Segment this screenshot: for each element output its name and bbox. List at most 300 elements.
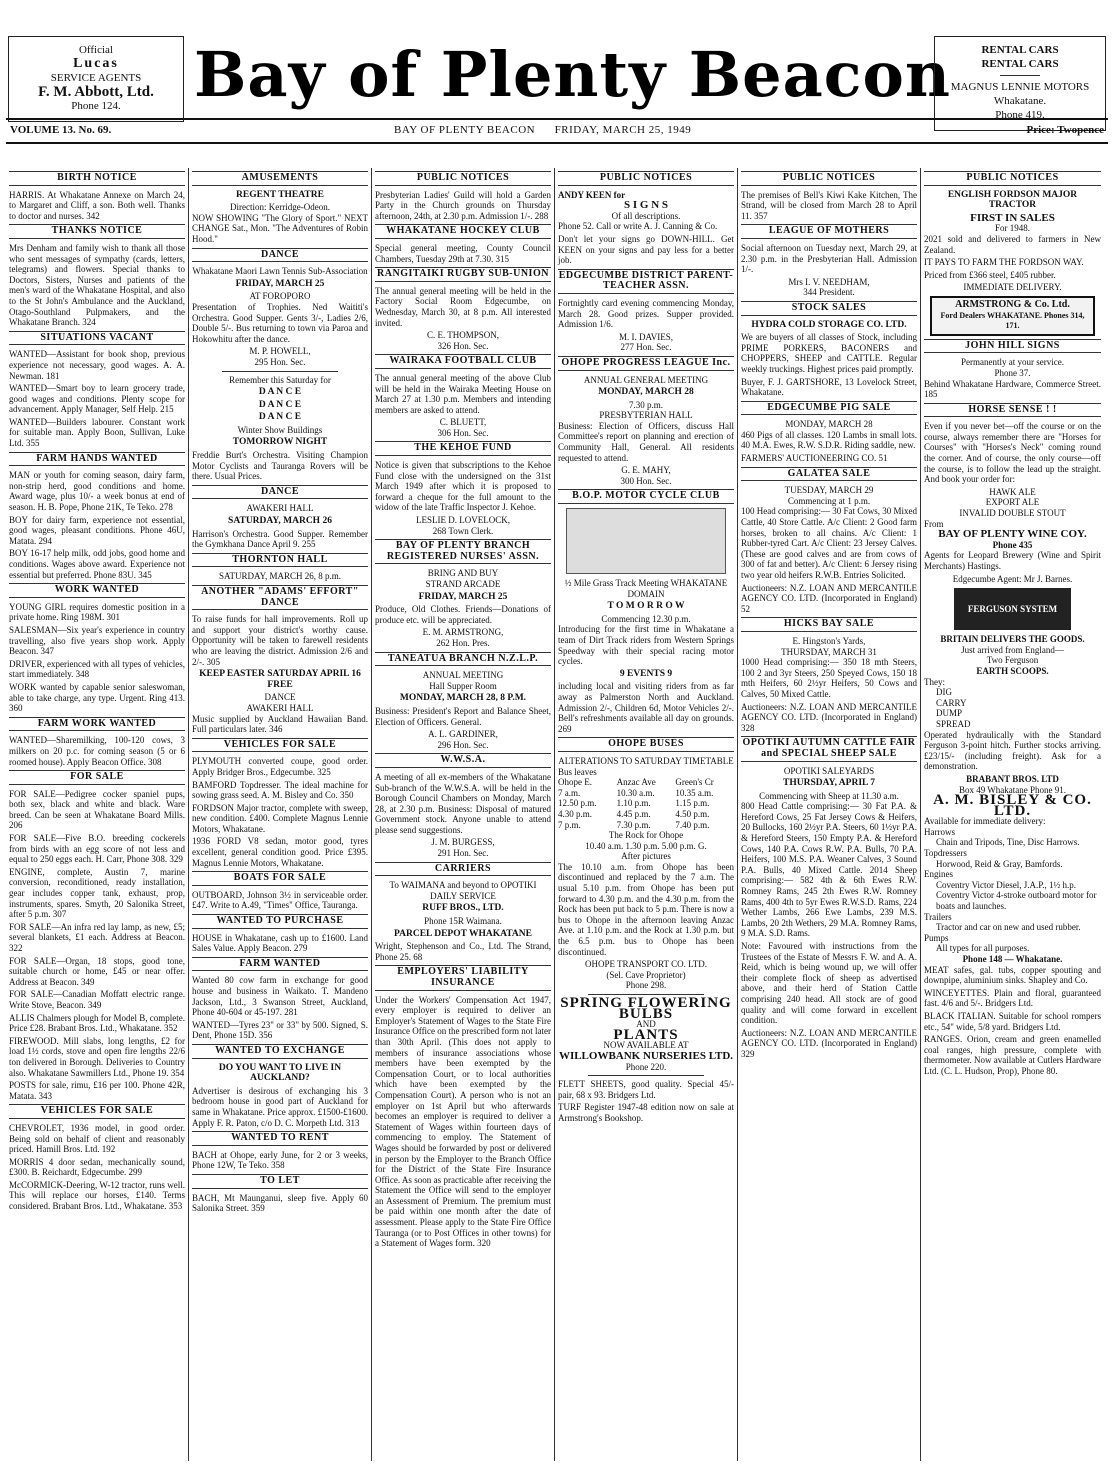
column-stock-sales — [738, 168, 921, 1461]
ad-title: DO YOU WANT TO LIVE IN AUCKLAND? — [218, 1062, 342, 1084]
ad-text: Available for immediate delivery: — [924, 816, 1046, 827]
timetable-cell: 7.30 p.m. — [616, 819, 651, 830]
ad-text: Permanently at your service. — [961, 357, 1064, 368]
ad-text: Business: President's Report and Balance Sheet, Election of Officers. General. — [375, 705, 551, 727]
ad-text: 100 Head comprising:— 30 Fat Cows, 30 Mixed Cattle, 40 Store Cattle. A/c Client: 2 Good farm horses, broken to all chains. A/c Client: 1 Rubber-tyred Cart. A/c Client: 23 Jersey Calves. (These are good calves and are from cows of 300 of fat and better). A/c Client: 6 Jersey rising two year old heifers R.W.B. Entries Solicited. — [741, 506, 917, 580]
ear-line: Official — [78, 44, 113, 56]
ad-text: Chain and Tripods, Tine, Disc Harrows. — [936, 837, 1080, 848]
ad-text: STRAND ARCADE — [425, 579, 501, 589]
ad-title: MONDAY, MARCH 28, 8 P.M. — [399, 693, 527, 704]
section-header: DANCE — [192, 485, 368, 500]
ad-signature: G. E. MAHY, — [621, 465, 671, 476]
ad-text: WINCEYETTES. Plain and floral, guaranteed fast. 4/6 and 5/-. Bridgers Ltd. — [924, 987, 1101, 1009]
ad-title: S I G N S — [623, 199, 669, 212]
ad-text: Behind Whakatane Hardware, Commerce Street. 185 — [924, 378, 1101, 400]
ad-text: Wright, Stephenson and Co., Ltd. The Strand, Phone 25. 68 — [375, 941, 551, 962]
timetable-header: Anzac Ave — [616, 777, 656, 788]
ad-text: Note: Favoured with instructions from the Trustees of the Estate of Messrs F. W. and A. A. Reid, which is being wound up, we will offer their complete flock of sheep as advertised above, and their herd of Station Cattle comprising 240 head. All stock are of good quality and will come forward in excellent condition. — [741, 941, 917, 1026]
ad-text: Commencing 12.30 p.m. — [601, 613, 691, 624]
ad-text: FOR SALE—Organ, 18 stops, good tone, suitable church or home, £45 or near offer. Address at Beacon. 349 — [9, 955, 185, 987]
ad-text: Just arrived from England— — [961, 644, 1064, 655]
ad-text: ANNUAL GENERAL MEETING — [583, 374, 709, 385]
ad-title: REGENT THEATRE — [236, 189, 324, 200]
ad-text: WANTED—Smart boy to learn grocery trade, good wages and conditions. Plenty scope for advancement. Apply Manager, Self Help. 215 — [9, 383, 185, 415]
ad-text: AWAKERI HALL — [246, 702, 314, 713]
section-header: DANCE — [192, 248, 368, 263]
ad-text: BAMFORD Topdresser. The ideal machine for sowing grass seed. A. M. Bisley and Co. 350 — [192, 779, 368, 801]
timetable-cell: 1.10 p.m. — [616, 798, 651, 809]
ear-divider — [1000, 75, 1040, 76]
ad-text: 1000 Head comprising:— 350 18 mth Steers, 100 2 and 3yr Steers, 250 Speyed Cows, 150 18 mth Heifers, 60 2½yr Heifers, 50 Cows and Calves, 50 Mixed Cattle. — [741, 657, 917, 699]
timetable-cell: 7.40 p.m. — [675, 819, 710, 830]
ad-text: CARRY — [936, 697, 967, 708]
ad-text: WANTED—Tyres 23" or 33" by 500. Signed, S. Dent, Phone 15D. 356 — [192, 1019, 368, 1041]
timetable-cell: 4.30 p.m. — [558, 808, 593, 819]
column-classifieds — [6, 168, 189, 1461]
ear-line: F. M. Abbott, Ltd. — [38, 84, 154, 100]
ad-text: CHEVROLET, 1936 model, in good order. Being sold on behalf of client and reasonably priced. Hamill Bros. Ltd. 192 — [9, 1122, 185, 1155]
ad-signature: 300 Hon. Sec. — [620, 475, 672, 486]
section-header: W.W.S.A. — [375, 753, 551, 768]
ad-title: D A N C E — [258, 399, 302, 410]
section-header: WORK WANTED — [9, 583, 185, 598]
ad-text: The annual general meeting will be held in the Factory Social Room Edgecumbe, on Wednesday, March 30, at 8 p.m. All interested invited. — [375, 285, 551, 328]
newspaper-title: Bay of Plenty Beacon — [194, 38, 951, 111]
ad-text: E. Hingston's Yards, — [792, 635, 866, 646]
ad-text: 2021 sold and delivered to farmers in New Zealand. — [924, 233, 1101, 255]
ad-text: Pumps — [924, 932, 949, 943]
ad-text: The Rock for Ohope — [608, 830, 684, 841]
ad-text: Produce, Old Clothes. Friends—Donations of produce etc. will be appreciated. — [375, 604, 551, 625]
ad-title: SATURDAY, MARCH 26 — [228, 516, 332, 527]
ad-text: FLETT SHEETS, good quality. Special 45/- pair, 68 x 93. Bridgers Ltd. — [558, 1079, 734, 1100]
ad-signature: 268 Town Clerk. — [432, 525, 494, 536]
section-header: FARM WANTED — [192, 957, 368, 972]
ad-text: BOY for dairy farm, experience not essential, good wages, pleasant conditions. Phone 46U, Matata. 294 — [9, 514, 185, 546]
ad-signature: J. M. BURGESS, — [431, 837, 495, 848]
ad-title: BRITAIN DELIVERS THE GOODS. — [940, 634, 1085, 645]
ad-text: including local and visiting riders from as far away as Palmerston North and Auckland. Admission 2/-, Children 6d, Motor Vehicles 2/-. Bell's refreshments available all day on grounds. 269 — [558, 681, 734, 734]
section-header: PUBLIC NOTICES — [741, 171, 917, 186]
ad-text: BRING AND BUY — [427, 568, 499, 579]
timetable-header: Green's Cr — [675, 777, 714, 788]
ad-text: EXPORT ALE — [985, 497, 1040, 508]
ad-text: Bus leaves — [558, 766, 597, 777]
ad-title: D A N C E — [258, 412, 302, 423]
ad-text: 10.40 a.m. 1.30 p.m. 5.00 p.m. G. — [585, 840, 707, 851]
section-header: FARM WORK WANTED — [9, 717, 185, 732]
ad-title: A. M. BISLEY & CO. LTD. — [933, 792, 1092, 819]
column-public-notices-3 — [921, 168, 1104, 1461]
ad-title: BRABANT BROS. LTD — [966, 773, 1059, 784]
ear-line: SERVICE AGENTS — [50, 72, 142, 84]
ad-text: Phone 37. — [994, 367, 1031, 378]
bus-timetable — [558, 777, 734, 830]
section-header: LEAGUE OF MOTHERS — [741, 224, 917, 239]
section-header: GALATEA SALE — [741, 467, 917, 482]
ad-text: Agents for Leopard Brewery (Wine and Spirit Merchants) Hastings. — [924, 550, 1101, 571]
ad-text: ENGINE, complete, Austin 7, marine conversion, reconditioned, ready installation, gear includes copper tank, exhaust, prop, instruments, spares. Smyth, 20 Salonika Street, after 5 p.m. 307 — [9, 866, 185, 920]
ad-text: The annual general meeting of the above Club will be held in the Wairaka Meeting House on March 27 at 1.30 p.m. Members and intending members are asked to attend. — [375, 372, 551, 415]
ad-text: MORRIS 4 door sedan, mechanically sound, £300. B. Reichardt, Edgecumbe. 299 — [9, 1156, 185, 1178]
ad-signature: Auctioneers: N.Z. LOAN AND MERCANTILE AGENCY CO. LTD. (Incorporated in England) 329 — [741, 1027, 917, 1059]
ear-line: Lucas — [73, 56, 119, 71]
timetable-cell: 7 p.m. — [558, 819, 581, 830]
ad-signature: 344 President. — [803, 287, 855, 298]
ad-signature: A. L. GARDINER, — [428, 729, 498, 740]
ad-signature: 306 Hon. Sec. — [437, 427, 489, 438]
section-header: VEHICLES FOR SALE — [192, 738, 368, 753]
ad-text: Phone 15R Waimana. — [424, 916, 502, 927]
ad-text: Special general meeting, County Council Chambers, Tuesday 29th at 7.30. 315 — [375, 242, 551, 264]
ad-text: Don't let your signs go DOWN-HILL. Get KEEN on your signs and pay less for a better job. — [558, 233, 734, 266]
ad-text: WANTED—Builders labourer. Constant work for suitable man. Apply Boon, Sullivan, Luke Ltd. 355 — [9, 416, 185, 449]
ad-text: Ford Dealers WHAKATANE. Phones 314, 171. — [940, 310, 1085, 331]
ad-text: The 10.10 a.m. from Ohope has been discontinued and replaced by the 7 a.m. The usual 5.10 p.m. from Ohope has been put forward to 4.30 p.m. and the 4.30 p.m. from the Rock has been put back to 5 p.m. There is now a bus to Ohope in the afternoon leaving Anzac Ave. at 1.10 p.m. and the Rock at 1.30 p.m. but the 6.5 p.m. bus to Ohope has been discontinued. — [558, 861, 734, 957]
ad-signature: LESLIE D. LOVELOCK, — [416, 515, 510, 526]
section-header: ANOTHER "ADAMS' EFFORT" DANCE — [192, 585, 368, 610]
ad-text: Remember this Saturday for — [229, 374, 331, 385]
ad-title: KEEP EASTER SATURDAY APRIL 16 FREE — [199, 669, 361, 690]
ad-text: Even if you never bet—off the course or on the course, always remember there are "Horses for Courses" with "Horses's Neck" coming round the corner. And of course, the only course—off the course, is to follow the lead up the straight. And book your order for: — [924, 421, 1101, 485]
ad-text: Wanted 80 cow farm in exchange for good house and business in Waikato. T. Mandeno Jackson, Ltd., 3 Swanson Street, Auckland, Phone 40-604 or 45-197. 281 — [192, 975, 368, 1018]
ad-text: MEAT safes, gal. tubs, copper spouting and downpipe, aluminium sinks. Shapley and Co. — [924, 964, 1101, 986]
ad-text: 1936 FORD V8 sedan, motor good, tyres excellent, general condition good. Price £395. Magnus Lennie Motors, Whakatane. — [192, 836, 368, 868]
ad-text: They: — [924, 676, 945, 687]
ad-text: SATURDAY, MARCH 26, 8 p.m. — [218, 571, 342, 582]
ad-text: Box 49 Whakatane Phone 91. — [958, 784, 1067, 795]
ad-text: OUTBOARD, Johnson 3½ in serviceable order. £47. Write to A.49, "Times" Office, Tauranga. — [192, 889, 368, 911]
ad-text: A meeting of all ex-members of the Whakatane Sub-branch of the W.W.S.A. will be held in the Borough Council Chambers on Monday, March 28, at 2.30 p.m. Business: Disposal of matured Government stock. Anyone unable to attend please send suggestions. — [375, 771, 551, 835]
rental-cars-ear-ad — [934, 36, 1106, 131]
ad-text: HOUSE in Whakatane, cash up to £1600. Land Sales Value. Apply Beacon. 279 — [192, 932, 368, 954]
timetable-cell: 7 a.m. — [558, 787, 581, 798]
ad-text: AT FOROPORO — [249, 291, 311, 302]
ad-text: To WAIMANA and beyond to OPOTIKI — [389, 880, 537, 891]
ad-text: RANGES. Orion, cream and green enamelled coal ranges, high pressure, complete with thermometer. Now available at Cutlers Hardware Ltd. (C. L. Hudson, Prop), Phone 80. — [924, 1034, 1101, 1076]
ear-line: MAGNUS LENNIE MOTORS — [950, 81, 1090, 93]
ad-text: ALTERATIONS TO SATURDAY TIMETABLE — [558, 755, 734, 766]
section-header: RANGITAIKI RUGBY SUB-UNION — [375, 267, 551, 282]
ad-title: THURSDAY, APRIL 7 — [783, 778, 875, 789]
ad-title: TOMORROW NIGHT — [232, 437, 328, 448]
ad-signature: 277 Hon. Sec. — [620, 342, 672, 353]
ad-text: Coventry Victor Diesel, J.A.P., 1½ h.p. Coventry Victor 4-stroke outboard motor for boats and launches. — [936, 879, 1097, 912]
ad-text: MAN or youth for coming season, dairy farm, non-strip herd, good conditions and home. Award wage, plus 10/- a week bonus at end of season. H. B. Pope, Phone 21K, Te Teko. 278 — [9, 470, 185, 513]
section-header: VEHICLES FOR SALE — [9, 1104, 185, 1119]
section-header: BAY OF PLENTY BRANCH REGISTERED NURSES' ASSN. — [375, 539, 551, 564]
section-header: WANTED TO PURCHASE — [192, 914, 368, 929]
section-header: WANTED TO EXCHANGE — [192, 1044, 368, 1059]
ad-text: TURF Register 1947-48 edition now on sale at Armstrong's Bookshop. — [558, 1102, 734, 1123]
column-public-notices-2 — [555, 168, 738, 1461]
ad-text: From — [924, 518, 944, 529]
section-header: WHAKATANE HOCKEY CLUB — [375, 224, 551, 239]
ear-line: RENTAL CARS — [981, 58, 1059, 70]
ad-text: Music supplied by Auckland Hawaiian Band. Full particulars later. 346 — [192, 713, 368, 735]
ad-text: BLACK ITALIAN. Suitable for school rompers etc., 54" wide, 5/8 yard. Bridgers Ltd. — [924, 1010, 1101, 1032]
ad-text: BOY 16-17 help milk, odd jobs, good home and conditions. Wages above award. Experience not essential but preferred. Phone 83U. 345 — [9, 548, 185, 580]
ad-title: RUFF BROS., LTD. — [422, 903, 504, 914]
ad-title: MONDAY, MARCH 28 — [598, 387, 694, 398]
ad-text: Operated hydraulically with the Standard Ferguson 3-point hitch. Further stocks arriving. £23/15/- (including freight). Ask for a demonstration. — [924, 729, 1101, 772]
ad-text: Trailers — [924, 911, 952, 922]
section-header: WAIRAKA FOOTBALL CLUB — [375, 354, 551, 369]
ad-title: WILLOWBANK NURSERIES LTD. — [558, 1049, 734, 1062]
armstrong-logo-box — [930, 296, 1095, 336]
section-header: TANEATUA BRANCH N.Z.L.P. — [375, 652, 551, 667]
ad-text: The premises of Bell's Kiwi Kake Kitchen, The Strand, will be closed from March 28 to April 11. 357 — [741, 189, 917, 221]
ad-text: THURSDAY, MARCH 31 — [781, 646, 877, 657]
ad-text: IT PAYS TO FARM THE FORDSON WAY. — [924, 257, 1084, 268]
ad-text: 7.30 p.m. — [628, 399, 663, 410]
ad-text: Horwood, Reid & Gray, Bamfords. — [936, 858, 1063, 869]
ad-text: OPOTIKI SALEYARDS — [783, 765, 875, 776]
ad-text: Freddie Burt's Orchestra. Visiting Champion Motor Cyclists and Tauranga Rovers will be there. Usual Prices. — [192, 450, 368, 482]
ad-text: Introducing for the first time in Whakatane a team of Dirt Track riders from Western Springs Speedway with their special racing motor cycles. — [558, 624, 734, 667]
ad-text: YOUNG GIRL requires domestic position in a private home. Ring 198M. 301 — [9, 601, 185, 623]
section-header: EDGECUMBE DISTRICT PARENT-TEACHER ASSN. — [558, 269, 734, 294]
ad-signature: C. E. THOMPSON, — [426, 330, 500, 341]
timetable-cell: 12.50 p.m. — [558, 798, 597, 809]
ad-text: ½ Mile Grass Track Meeting WHAKATANE DOMAIN — [564, 578, 728, 599]
timetable-cell: 4.45 p.m. — [616, 808, 651, 819]
ad-signature: Mrs I. V. NEEDHAM, — [788, 276, 870, 287]
volume-number: VOLUME 13. No. 69. — [10, 124, 112, 136]
ad-text: Fortnightly card evening commencing Monday, March 28. Good prizes. Supper provided. Admission 1/6. — [558, 297, 734, 330]
ad-text: FOR SALE—Canadian Moffatt electric range. Write Stove, Beacon. 349 — [9, 989, 185, 1010]
ad-text: Commencing with Sheep at 11.30 a.m. — [759, 790, 899, 801]
ear-line: RENTAL CARS — [981, 44, 1059, 56]
ad-text: Presentation of Trophies. Ned Waititi's Orchestra. Good Supper. Gents 3/-, Ladies 2/6, Double 5/-. Bus returning to town via Paroa and Hokowhitu after the dance. — [192, 301, 368, 344]
ad-text: WANTED—Assistant for book shop, previous experience not necessary, good wages. A. A. Newman. 181 — [9, 349, 185, 381]
ad-text: Of all descriptions. — [611, 210, 681, 221]
ferguson-tractor-illustration: FERGUSON SYSTEM — [954, 588, 1071, 630]
columns — [6, 168, 1108, 1461]
ad-text: BACH at Ohope, early June, for 2 or 3 weeks, Phone 12W, Te Teko. 358 — [192, 1149, 368, 1171]
ad-text: Priced from £366 steel, £405 rubber. — [924, 269, 1056, 280]
section-header: OHOPE PROGRESS LEAGUE Inc. — [558, 356, 734, 371]
ad-text: Phone 148 — Whakatane. — [962, 954, 1063, 964]
ad-title: HYDRA COLD STORAGE CO. LTD. — [751, 319, 907, 330]
ad-text: Phone 435 — [992, 539, 1033, 550]
section-header: SITUATIONS VACANT — [9, 331, 185, 346]
ad-title: 9 EVENTS 9 — [619, 668, 673, 679]
ad-title: D A N C E — [258, 387, 302, 398]
ad-text: Two Ferguson — [986, 655, 1039, 666]
ad-text: WORK wanted by capable senior saleswoman, able to take charge, any type. Urgent. Ring 413. 360 — [9, 681, 185, 714]
ad-text: FORDSON Major tractor, complete with sweep, new condition. £400. Complete Magnus Lennie Motors, Whakatane. — [192, 802, 368, 834]
ad-text: Presbyterian Ladies' Guild will hold a Garden Party in the Church grounds on Thursday afternoon, 24th, at 2.30 p.m. Admission 1/-. 288 — [375, 189, 551, 221]
ad-title: PARCEL DEPOT WHAKATANE — [394, 928, 532, 939]
ad-text: NOW AVAILABLE AT — [603, 1040, 689, 1051]
ad-text: BACH, Mt Maunganui, sleep five. Apply 60 Salonika Street. 359 — [192, 1192, 368, 1214]
ad-text: Social afternoon on Tuesday next, March 29, at 2.30 p.m. in the Presbyterian Hall. Admission 1/-. — [741, 242, 917, 275]
ad-text: Notice is given that subscriptions to the Kehoe Fund close with the undersigned on the 31st March 1949 after which it is proposed to forward a cheque for the full amount to the widow of the late Traffic Inspector J. Kehoe. — [375, 460, 551, 513]
price: Price: Twopence — [1026, 124, 1104, 136]
divider — [222, 371, 338, 372]
issue-date: FRIDAY, MARCH 25, 1949 — [554, 124, 692, 136]
lucas-ear-ad — [8, 36, 184, 122]
ad-text: We are buyers of all classes of Stock, including PRIME PORKERS, BACONERS and CHOPPERS, SHEEP and CATTLE. Regular weekly truckings. Highest prices paid promptly. — [741, 332, 917, 374]
ad-text: SPREAD — [936, 718, 971, 729]
ad-text: Whakatane Maori Lawn Tennis Sub-Association — [192, 266, 368, 277]
section-header: BIRTH NOTICE — [9, 171, 185, 186]
section-header: WANTED TO RENT — [192, 1131, 368, 1146]
ad-text: Mrs Denham and family wish to thank all those who sent messages of sympathy (cards, letters, telegrams) and flowers. Special thanks to Doctors, Sisters, Nurses and patients of the men's ward of the Whakatane Hospital, and also to the St John's Ambulance and the Auckland, Otago-Southland Pulpmakers, and the Whakatane Branch. 324 — [9, 242, 185, 328]
section-header: FOR SALE — [9, 770, 185, 785]
ad-text: DRIVER, experienced with all types of vehicles, start immediately. 348 — [9, 658, 185, 680]
ad-text: ANDY KEEN for — [558, 189, 626, 200]
ad-title: FRIDAY, MARCH 25 — [235, 278, 325, 289]
ad-title: EARTH SCOOPS. — [976, 665, 1049, 676]
ad-text: FIREWOOD. Mill slabs, long lengths, £2 for load 1½ cords, stove and open fire lengths 22/6 ton delivered in Borough. Deliveries to Country also. Whakatane Sawmillers Ltd., Phone 19. 354 — [9, 1035, 185, 1078]
ad-text: For 1948. — [994, 223, 1030, 234]
ad-text: Harrison's Orchestra. Good Supper. Remember the Gymkhana Dance April 9. 255 — [192, 528, 368, 550]
section-header: EDGECUMBE PIG SALE — [741, 401, 917, 416]
ad-signature: E. M. ARMSTRONG, — [422, 627, 504, 638]
section-header: STOCK SALES — [741, 301, 917, 316]
section-header: EMPLOYERS' LIABILITY INSURANCE — [375, 965, 551, 990]
ad-title: ARMSTRONG & Co. Ltd. — [955, 298, 1070, 310]
section-header: PUBLIC NOTICES — [375, 171, 551, 186]
ad-title: FIRST IN SALES — [970, 211, 1055, 224]
ad-text: AND — [636, 1019, 656, 1030]
section-header: AMUSEMENTS — [192, 171, 368, 186]
ad-text: 460 Pigs of all classes. 120 Lambs in small lots. 40 M.A. Ewes, R.W. S.D.R. Riding saddle, new. — [741, 429, 917, 451]
ad-signature: 296 Hon. Sec. — [437, 739, 489, 750]
ad-text: All types for all purposes. — [936, 943, 1030, 954]
ad-text: PRESBYTERIAN HALL — [599, 410, 693, 421]
ad-text: Under the Workers' Compensation Act 1947, every employer is required to deliver an Employer's Statement of Wages to the State Fire Insurance Office on the prescribed form not later than 30th April. (This does not apply to members of insurance associations whose members have been exempted by the Compensation Court, or to local authorities which have been exempted by the Compensation Court). A person who is not an employer on 1st April but who afterwards becomes an employer is required to deliver a Statement of Wages within fourteen days of commencing to employ. The Statement of Wages should be forwarded by post or delivered in person by the Employer to the Branch Office for the District of the State Fire Insurance Office. As soon as practicable after receiving the Statement the Office will send to the employer an Assessment of Premium. The premium must be paid within one month after the date of assessment. Please apply to the State Fire Office Tauranga (or to Post Offices in other towns) for a Statement of Wages form. 320 — [375, 994, 552, 1249]
ad-text: To raise funds for hall improvements. Roll up and support your district's worthy cause. Opportunity will be taken to farewell residents who are leaving the district. Admission 2/6 and 2/-. 305 — [192, 614, 368, 667]
ad-signature: Auctioneers: N.Z. LOAN AND MERCANTILE AGENCY CO. LTD. (Incorporated in England) 52 — [741, 582, 917, 614]
dateline — [6, 118, 1108, 144]
timetable-cell: 10.30 a.m. — [616, 787, 655, 798]
timetable-cell: 1.15 p.m. — [675, 798, 710, 809]
section-header: FARM HANDS WANTED — [9, 452, 185, 467]
section-header: THANKS NOTICE — [9, 224, 185, 239]
ad-signature: Auctioneers: N.Z. LOAN AND MERCANTILE AGENCY CO. LTD. (Incorporated in England) 328 — [741, 701, 917, 733]
ad-text: IMMEDIATE DELIVERY. — [963, 282, 1062, 293]
ad-text: Engines — [924, 869, 953, 880]
ad-text: After pictures — [621, 851, 671, 862]
section-header: OHOPE BUSES — [558, 737, 734, 752]
ad-signature: 326 Hon. Sec. — [437, 340, 489, 351]
ad-text: ANNUAL MEETING — [422, 670, 504, 681]
ad-signature: M. I. DAVIES, — [618, 331, 674, 342]
timetable-cell: 4.50 p.m. — [675, 808, 710, 819]
ad-text: DANCE — [264, 692, 296, 703]
ad-text: PLYMOUTH converted coupe, good order. Apply Bridger Bros., Edgecumbe. 325 — [192, 756, 368, 777]
ad-signature: 262 Hon. Pres. — [436, 637, 490, 648]
ad-text: Phone 220. — [625, 1061, 667, 1072]
ad-title: BAY OF PLENTY WINE COY. — [938, 528, 1087, 541]
ad-signature: C. BLUETT, — [439, 417, 487, 428]
ad-signature: FARMERS' AUCTIONEERING CO. 51 — [741, 453, 888, 464]
ad-text: Phone 52. Call or write A. J. Canning & Co. — [558, 221, 718, 232]
divider — [588, 1075, 704, 1076]
section-header: THE KEHOE FUND — [375, 441, 551, 456]
ear-line: Whakatane. — [993, 95, 1047, 107]
ad-signature: OHOPE TRANSPORT CO. LTD. — [584, 959, 708, 970]
section-header: HORSE SENSE ! ! — [924, 403, 1101, 418]
ad-text: Advertiser is desirous of exchanging his 3 bedroom house in good part of Auckland for same in Whakatane. Price approx. £1500-£1600. Apply F. R. Paton, c/o D. C. Morpeth Ltd. 313 — [192, 1085, 368, 1128]
ad-text: WANTED—Sharemilking, 100-120 cows, 3 milkers on 20 p.c. for coming season (5 or 6 roomed house). Apply Beacon Office. 308 — [9, 735, 185, 767]
ad-text: MONDAY, MARCH 28 — [785, 419, 873, 430]
ad-text: Buyer, F. J. GARTSHORE, 13 Lovelock Street, Whakatane. — [741, 376, 917, 398]
section-header: BOATS FOR SALE — [192, 871, 368, 886]
ad-text: Commencing at 1 p.m. — [787, 495, 871, 506]
ear-line: Phone 124. — [71, 100, 121, 112]
section-header: PUBLIC NOTICES — [558, 171, 734, 186]
ad-signature: Phone 298. — [625, 980, 667, 991]
paper-name: BAY OF PLENTY BEACON — [394, 124, 536, 136]
ad-text: FOR SALE—An infra red lay lamp, as new, £5; several blankets, £1 each. Address at Beacon. 322 — [9, 921, 185, 953]
ad-text: INVALID DOUBLE STOUT — [959, 508, 1066, 519]
ad-text: FOR SALE—Pedigree cocker spaniel pups, both sex, black and white and black. Ware breed. Can be seen at Whakatane Board Mills. 206 — [9, 788, 185, 831]
ad-text: Edgecumbe Agent: Mr J. Barnes. — [952, 573, 1073, 584]
section-header: HICKS BAY SALE — [741, 617, 917, 632]
ear-line: Phone 419. — [995, 109, 1045, 121]
ad-text: SALESMAN—Six year's experience in country travelling, also five years shop work. Apply Beacon. 347 — [9, 624, 185, 657]
motorcycle-rider-illustration — [566, 508, 726, 574]
ad-text: ALLIS Chalmers plough for Model B, complete. Price £28. Brabant Bros. Ltd., Whakatane. 352 — [9, 1012, 185, 1034]
ad-title: PLANTS — [613, 1026, 679, 1043]
section-header: OPOTIKI AUTUMN CATTLE FAIR and SPECIAL SHEEP SALE — [741, 736, 917, 761]
section-header: TO LET — [192, 1174, 368, 1189]
ad-title: SPRING FLOWERING BULBS — [560, 995, 732, 1022]
column-amusements — [189, 168, 372, 1461]
ad-text: DIG — [936, 687, 952, 698]
section-header: JOHN HILL SIGNS — [924, 339, 1101, 354]
section-header: PUBLIC NOTICES — [924, 171, 1101, 186]
ad-title: T O M O R R O W — [607, 601, 685, 612]
timetable-header: Ohope E. — [558, 777, 592, 788]
ad-signature: 295 Hon. Sec. — [254, 356, 306, 367]
ad-text: Business: Election of Officers, discuss Hall Committee's report on planning and erection of Community Hall, General. All residents requested to attend. — [558, 420, 734, 463]
ad-text: NOW SHOWING "The Glory of Sport." NEXT CHANGE Sat., Mon. "The Adventures of Robin Hood." — [192, 212, 368, 244]
ad-text: 800 Head Cattle comprising:— 30 Fat P.A. & Hereford Cows, 25 Fat Jersey Cows & Heifers, 20 Bullocks, 160 2½yr P.A. Steers, 60 1½yr P.A. & Hereford Steers, 150 Empty P.A. & Hereford Cows, 140 P.A. Cows R.W. P.A. Bulls, 70 P.A. Heifers, 100 M.S. P.A. Weaner Calves, 3 Sound P.A. Bulls, 40 Mixed Cattle. 2014 Sheep comprising:— 582 4th & 6th Ewes R.W. Romney Rams, 245 2th Ewes R.W. Romney Rams, 400 4th to 5yr Ewes R.W.S.D. Rams, 224 Wether Lambs, 266 Ewe Lambs, 239 M.S. Lambs, 20 2th Wethers, 29 M.A. Romney Rams, 9 M.A. S.D. Rams. — [741, 801, 917, 939]
column-public-notices-1 — [372, 168, 555, 1461]
ad-text: HARRIS. At Whakatane Annexe on March 24, to Margaret and Cliff, a son. Both well. Thanks to doctor and nurses. 342 — [9, 189, 185, 221]
ad-text: HAWK ALE — [989, 486, 1036, 497]
ad-signature: M. P. HOWELL, — [249, 346, 311, 357]
dateline-center — [394, 120, 691, 140]
ad-text: POSTS for sale, rimu, £16 per 100. Phone 42R, Matata. 343 — [9, 1080, 185, 1101]
section-header: B.O.P. MOTOR CYCLE CLUB — [558, 489, 734, 504]
ad-signature: 291 Hon. Sec. — [437, 848, 489, 859]
ad-text: McCORMICK-Deering, W-12 tractor, runs well. This will replace our horses, £140. Terms considered. Brabant Bros. Ltd., Whakatane. 353 — [9, 1179, 185, 1212]
ad-text: Hall Supper Room — [429, 680, 497, 691]
section-header: THORNTON HALL — [192, 553, 368, 568]
section-header: CARRIERS — [375, 862, 551, 877]
ad-text: TUESDAY, MARCH 29 — [784, 485, 874, 496]
timetable-cell: 10.35 a.m. — [675, 787, 714, 798]
ad-text: DAILY SERVICE — [430, 890, 496, 901]
ad-text: FOR SALE—Five B.O. breeding cockerels from birds with an egg score of not less and equal to 250 eggs each. H. Carr, Phone 308. 329 — [9, 833, 185, 865]
ad-text: Winter Show Buildings — [237, 424, 323, 435]
ad-text: DUMP — [936, 708, 963, 719]
ad-text: Tractor and car on new and used rubber. — [936, 922, 1081, 933]
ad-text: Topdressers — [924, 848, 967, 859]
ad-signature: (Sel. Cave Proprietor) — [606, 969, 686, 980]
ad-text: Harrows — [924, 826, 955, 837]
ad-title: FRIDAY, MARCH 25 — [418, 591, 508, 602]
ad-title: ENGLISH FORDSON MAJOR TRACTOR — [947, 189, 1078, 211]
ad-text: Direction: Kerridge-Odeon. — [230, 202, 330, 213]
ad-text: AWAKERI HALL — [246, 503, 314, 514]
